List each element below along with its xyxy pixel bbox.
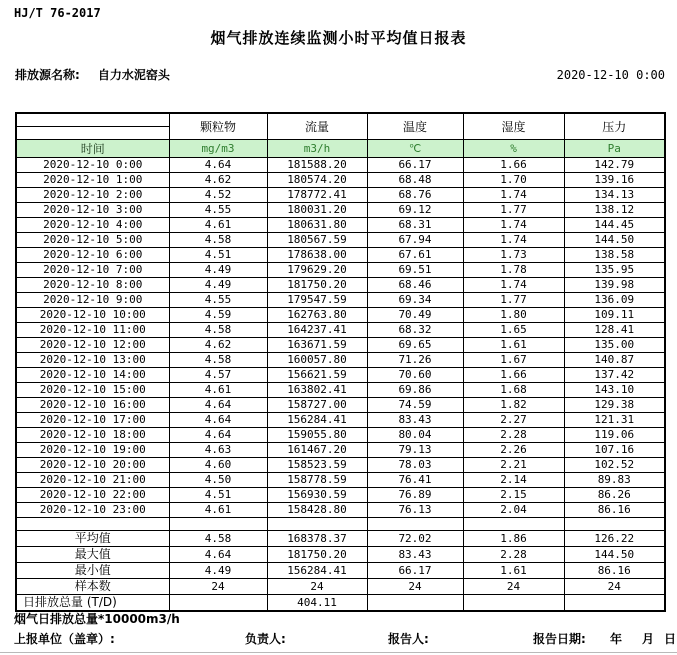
humidity-cell: 2.28 [463, 428, 564, 443]
time-cell: 2020-12-10 18:00 [16, 428, 169, 443]
pressure-cell [564, 595, 665, 612]
humidity-cell: 1.74 [463, 278, 564, 293]
pressure-cell: 143.10 [564, 383, 665, 398]
reporter-label: 报告人: [388, 632, 429, 646]
flow-cell: 158778.59 [267, 473, 367, 488]
time-cell: 2020-12-10 2:00 [16, 188, 169, 203]
table-row [16, 203, 665, 218]
pm-cell: 4.61 [169, 218, 267, 233]
flow-cell: 178772.41 [267, 188, 367, 203]
table-row [16, 428, 665, 443]
table-row [16, 248, 665, 263]
flow-cell: 158428.80 [267, 503, 367, 518]
humidity-cell: 2.26 [463, 443, 564, 458]
flow-cell: 156930.59 [267, 488, 367, 503]
table-row [16, 443, 665, 458]
pm-cell: 4.49 [169, 278, 267, 293]
temp-cell: 66.17 [367, 563, 463, 579]
pm-cell: 4.57 [169, 368, 267, 383]
temp-cell: 68.46 [367, 278, 463, 293]
time-cell: 2020-12-10 14:00 [16, 368, 169, 383]
pressure-cell: 137.42 [564, 368, 665, 383]
temp-cell: 69.65 [367, 338, 463, 353]
summary-row [16, 579, 665, 595]
pm-cell: 4.51 [169, 248, 267, 263]
temp-cell: 68.32 [367, 323, 463, 338]
source-row [15, 66, 665, 83]
time-cell: 2020-12-10 15:00 [16, 383, 169, 398]
time-cell: 2020-12-10 12:00 [16, 338, 169, 353]
year-label: 年 [610, 632, 623, 646]
temp-cell: 76.41 [367, 473, 463, 488]
summary-row [16, 531, 665, 547]
report-date-label: 报告日期: [533, 632, 586, 646]
summary-label: 日排放总量 (T/D) [16, 595, 169, 612]
temp-cell: 74.59 [367, 398, 463, 413]
flow-cell: 181750.20 [267, 278, 367, 293]
humidity-cell: 1.80 [463, 308, 564, 323]
empty-row [16, 518, 665, 531]
pm-cell: 4.58 [169, 233, 267, 248]
summary-row [16, 547, 665, 563]
table-row [16, 338, 665, 353]
pm-cell: 4.58 [169, 531, 267, 547]
pm-cell [169, 595, 267, 612]
pm-cell: 4.58 [169, 323, 267, 338]
temp-cell: 83.43 [367, 413, 463, 428]
humidity-cell: 2.04 [463, 503, 564, 518]
pm-cell: 4.61 [169, 383, 267, 398]
pressure-cell: 139.16 [564, 173, 665, 188]
time-cell: 2020-12-10 11:00 [16, 323, 169, 338]
temp-cell: 24 [367, 579, 463, 595]
flow-cell: 160057.80 [267, 353, 367, 368]
table-row [16, 413, 665, 428]
day-label: 日 [664, 632, 677, 646]
summary-row [16, 563, 665, 579]
monitoring-table [15, 112, 666, 612]
temp-cell: 69.86 [367, 383, 463, 398]
corner-cell-top [16, 113, 169, 127]
humidity-cell: 1.61 [463, 338, 564, 353]
flow-cell: 159055.80 [267, 428, 367, 443]
temp-cell: 66.17 [367, 158, 463, 173]
humidity-cell: 1.74 [463, 233, 564, 248]
humidity-cell: 2.14 [463, 473, 564, 488]
unit-row [16, 140, 665, 158]
pressure-cell: 142.79 [564, 158, 665, 173]
pm-cell: 4.55 [169, 293, 267, 308]
pressure-cell: 109.11 [564, 308, 665, 323]
pm-cell: 4.62 [169, 338, 267, 353]
temp-cell: 83.43 [367, 547, 463, 563]
time-cell: 2020-12-10 5:00 [16, 233, 169, 248]
principal-label: 负责人: [245, 632, 286, 646]
table-row [16, 473, 665, 488]
pm-cell: 4.49 [169, 563, 267, 579]
table-row [16, 398, 665, 413]
pm-cell: 4.64 [169, 547, 267, 563]
pressure-cell: 86.16 [564, 503, 665, 518]
pm-cell: 4.59 [169, 308, 267, 323]
flow-cell: 180567.59 [267, 233, 367, 248]
page-title: 烟气排放连续监测小时平均值日报表 [210, 29, 467, 47]
temp-cell: 71.26 [367, 353, 463, 368]
source-name: 自力水泥窑头 [97, 68, 170, 82]
flow-cell: 179629.20 [267, 263, 367, 278]
flow-cell: 163802.41 [267, 383, 367, 398]
pressure-cell: 102.52 [564, 458, 665, 473]
time-cell: 2020-12-10 7:00 [16, 263, 169, 278]
time-cell: 2020-12-10 0:00 [16, 158, 169, 173]
pressure-cell: 134.13 [564, 188, 665, 203]
table-row [16, 488, 665, 503]
time-cell: 2020-12-10 19:00 [16, 443, 169, 458]
flow-cell: 181588.20 [267, 158, 367, 173]
col-header-flow: 流量 [267, 113, 367, 140]
flow-cell: 156621.59 [267, 368, 367, 383]
standard-code: HJ/T 76-2017 [14, 6, 101, 20]
pm-cell: 4.51 [169, 488, 267, 503]
temp-cell [367, 595, 463, 612]
month-label: 月 [642, 632, 655, 646]
pressure-cell: 86.16 [564, 563, 665, 579]
humidity-cell: 1.66 [463, 158, 564, 173]
flow-cell: 156284.41 [267, 563, 367, 579]
table-row [16, 368, 665, 383]
time-cell: 2020-12-10 20:00 [16, 458, 169, 473]
table-row [16, 173, 665, 188]
temp-cell: 68.76 [367, 188, 463, 203]
summary-rows [16, 531, 665, 612]
summary-row [16, 595, 665, 612]
pressure-cell: 139.98 [564, 278, 665, 293]
humidity-cell: 1.61 [463, 563, 564, 579]
time-cell: 2020-12-10 4:00 [16, 218, 169, 233]
pm-cell: 4.64 [169, 428, 267, 443]
humidity-cell: 2.21 [463, 458, 564, 473]
time-cell: 2020-12-10 8:00 [16, 278, 169, 293]
pm-cell: 4.52 [169, 188, 267, 203]
flow-cell: 156284.41 [267, 413, 367, 428]
time-cell: 2020-12-10 3:00 [16, 203, 169, 218]
pm-cell: 4.63 [169, 443, 267, 458]
source-label: 排放源名称: [15, 68, 80, 82]
humidity-cell: 1.82 [463, 398, 564, 413]
pressure-cell: 128.41 [564, 323, 665, 338]
spacer-rows [16, 518, 665, 531]
flow-cell: 180631.80 [267, 218, 367, 233]
pressure-cell: 140.87 [564, 353, 665, 368]
humidity-cell: 1.74 [463, 218, 564, 233]
pressure-cell: 89.83 [564, 473, 665, 488]
humidity-cell: 1.67 [463, 353, 564, 368]
time-cell: 2020-12-10 6:00 [16, 248, 169, 263]
table-row [16, 308, 665, 323]
temp-cell: 68.31 [367, 218, 463, 233]
unit-humidity: % [463, 140, 564, 158]
pressure-cell: 135.00 [564, 338, 665, 353]
summary-label: 平均值 [16, 531, 169, 547]
pressure-cell: 86.26 [564, 488, 665, 503]
pressure-cell: 144.45 [564, 218, 665, 233]
humidity-cell: 2.28 [463, 547, 564, 563]
humidity-cell: 1.77 [463, 293, 564, 308]
signature-row [0, 630, 677, 648]
flow-cell: 161467.20 [267, 443, 367, 458]
time-cell: 2020-12-10 16:00 [16, 398, 169, 413]
pm-cell: 4.64 [169, 413, 267, 428]
pressure-cell: 129.38 [564, 398, 665, 413]
pressure-cell: 121.31 [564, 413, 665, 428]
page-bottom-divider [0, 652, 677, 653]
pressure-cell: 138.58 [564, 248, 665, 263]
humidity-cell: 1.73 [463, 248, 564, 263]
pressure-cell: 107.16 [564, 443, 665, 458]
table-row [16, 353, 665, 368]
time-cell: 2020-12-10 13:00 [16, 353, 169, 368]
temp-cell: 79.13 [367, 443, 463, 458]
temp-cell: 68.48 [367, 173, 463, 188]
col-header-pm: 颗粒物 [169, 113, 267, 140]
time-cell: 2020-12-10 1:00 [16, 173, 169, 188]
pressure-cell: 144.50 [564, 233, 665, 248]
flow-cell: 180574.20 [267, 173, 367, 188]
humidity-cell: 1.68 [463, 383, 564, 398]
temp-cell: 69.51 [367, 263, 463, 278]
header-row-top [16, 113, 665, 127]
table-row [16, 293, 665, 308]
pressure-cell: 136.09 [564, 293, 665, 308]
humidity-cell: 24 [463, 579, 564, 595]
pm-cell: 4.55 [169, 203, 267, 218]
humidity-cell: 2.15 [463, 488, 564, 503]
pressure-cell: 24 [564, 579, 665, 595]
table-row [16, 503, 665, 518]
flow-cell: 158727.00 [267, 398, 367, 413]
humidity-cell: 1.77 [463, 203, 564, 218]
report-unit-label: 上报单位（盖章）: [14, 632, 115, 646]
table-row [16, 263, 665, 278]
pm-cell: 4.50 [169, 473, 267, 488]
humidity-cell: 1.86 [463, 531, 564, 547]
flow-cell: 164237.41 [267, 323, 367, 338]
table-row [16, 188, 665, 203]
temp-cell: 69.34 [367, 293, 463, 308]
temp-cell: 67.61 [367, 248, 463, 263]
report-datetime: 2020-12-10 0:00 [556, 68, 665, 82]
flow-cell: 404.11 [267, 595, 367, 612]
humidity-cell: 2.27 [463, 413, 564, 428]
emission-note: 烟气日排放总量*10000m3/h [14, 612, 180, 626]
time-cell: 2020-12-10 23:00 [16, 503, 169, 518]
time-cell: 2020-12-10 21:00 [16, 473, 169, 488]
time-cell: 2020-12-10 17:00 [16, 413, 169, 428]
flow-cell: 163671.59 [267, 338, 367, 353]
flow-cell: 178638.00 [267, 248, 367, 263]
flow-cell: 168378.37 [267, 531, 367, 547]
temp-cell: 76.13 [367, 503, 463, 518]
pressure-cell: 126.22 [564, 531, 665, 547]
pm-cell: 4.58 [169, 353, 267, 368]
temp-cell: 78.03 [367, 458, 463, 473]
summary-label: 最大值 [16, 547, 169, 563]
table-row [16, 158, 665, 173]
pm-cell: 24 [169, 579, 267, 595]
humidity-cell: 1.65 [463, 323, 564, 338]
time-cell: 2020-12-10 22:00 [16, 488, 169, 503]
emission-source [15, 66, 170, 83]
unit-pm: mg/m3 [169, 140, 267, 158]
time-cell: 2020-12-10 10:00 [16, 308, 169, 323]
pressure-cell: 135.95 [564, 263, 665, 278]
summary-label: 最小值 [16, 563, 169, 579]
humidity-cell: 1.70 [463, 173, 564, 188]
unit-temp: ℃ [367, 140, 463, 158]
temp-cell: 69.12 [367, 203, 463, 218]
table-row [16, 218, 665, 233]
temp-cell: 70.60 [367, 368, 463, 383]
humidity-cell: 1.74 [463, 188, 564, 203]
pm-cell: 4.60 [169, 458, 267, 473]
table-row [16, 383, 665, 398]
pm-cell: 4.61 [169, 503, 267, 518]
temp-cell: 72.02 [367, 531, 463, 547]
flow-cell: 158523.59 [267, 458, 367, 473]
table-row [16, 278, 665, 293]
summary-label: 样本数 [16, 579, 169, 595]
pressure-cell: 138.12 [564, 203, 665, 218]
table-row [16, 323, 665, 338]
data-rows [16, 158, 665, 518]
table-row [16, 233, 665, 248]
time-cell: 2020-12-10 9:00 [16, 293, 169, 308]
temp-cell: 67.94 [367, 233, 463, 248]
col-header-temp: 温度 [367, 113, 463, 140]
flow-cell: 162763.80 [267, 308, 367, 323]
flow-cell: 179547.59 [267, 293, 367, 308]
flow-cell: 180031.20 [267, 203, 367, 218]
pressure-cell: 144.50 [564, 547, 665, 563]
pm-cell: 4.49 [169, 263, 267, 278]
col-header-humidity: 湿度 [463, 113, 564, 140]
flow-cell: 181750.20 [267, 547, 367, 563]
humidity-cell: 1.78 [463, 263, 564, 278]
pm-cell: 4.64 [169, 398, 267, 413]
table-row [16, 458, 665, 473]
corner-cell-bottom [16, 127, 169, 140]
temp-cell: 76.89 [367, 488, 463, 503]
unit-pressure: Pa [564, 140, 665, 158]
flow-cell: 24 [267, 579, 367, 595]
humidity-cell [463, 595, 564, 612]
time-header: 时间 [16, 140, 169, 158]
col-header-pressure: 压力 [564, 113, 665, 140]
unit-flow: m3/h [267, 140, 367, 158]
temp-cell: 80.04 [367, 428, 463, 443]
pressure-cell: 119.06 [564, 428, 665, 443]
pm-cell: 4.62 [169, 173, 267, 188]
pm-cell: 4.64 [169, 158, 267, 173]
temp-cell: 70.49 [367, 308, 463, 323]
humidity-cell: 1.66 [463, 368, 564, 383]
